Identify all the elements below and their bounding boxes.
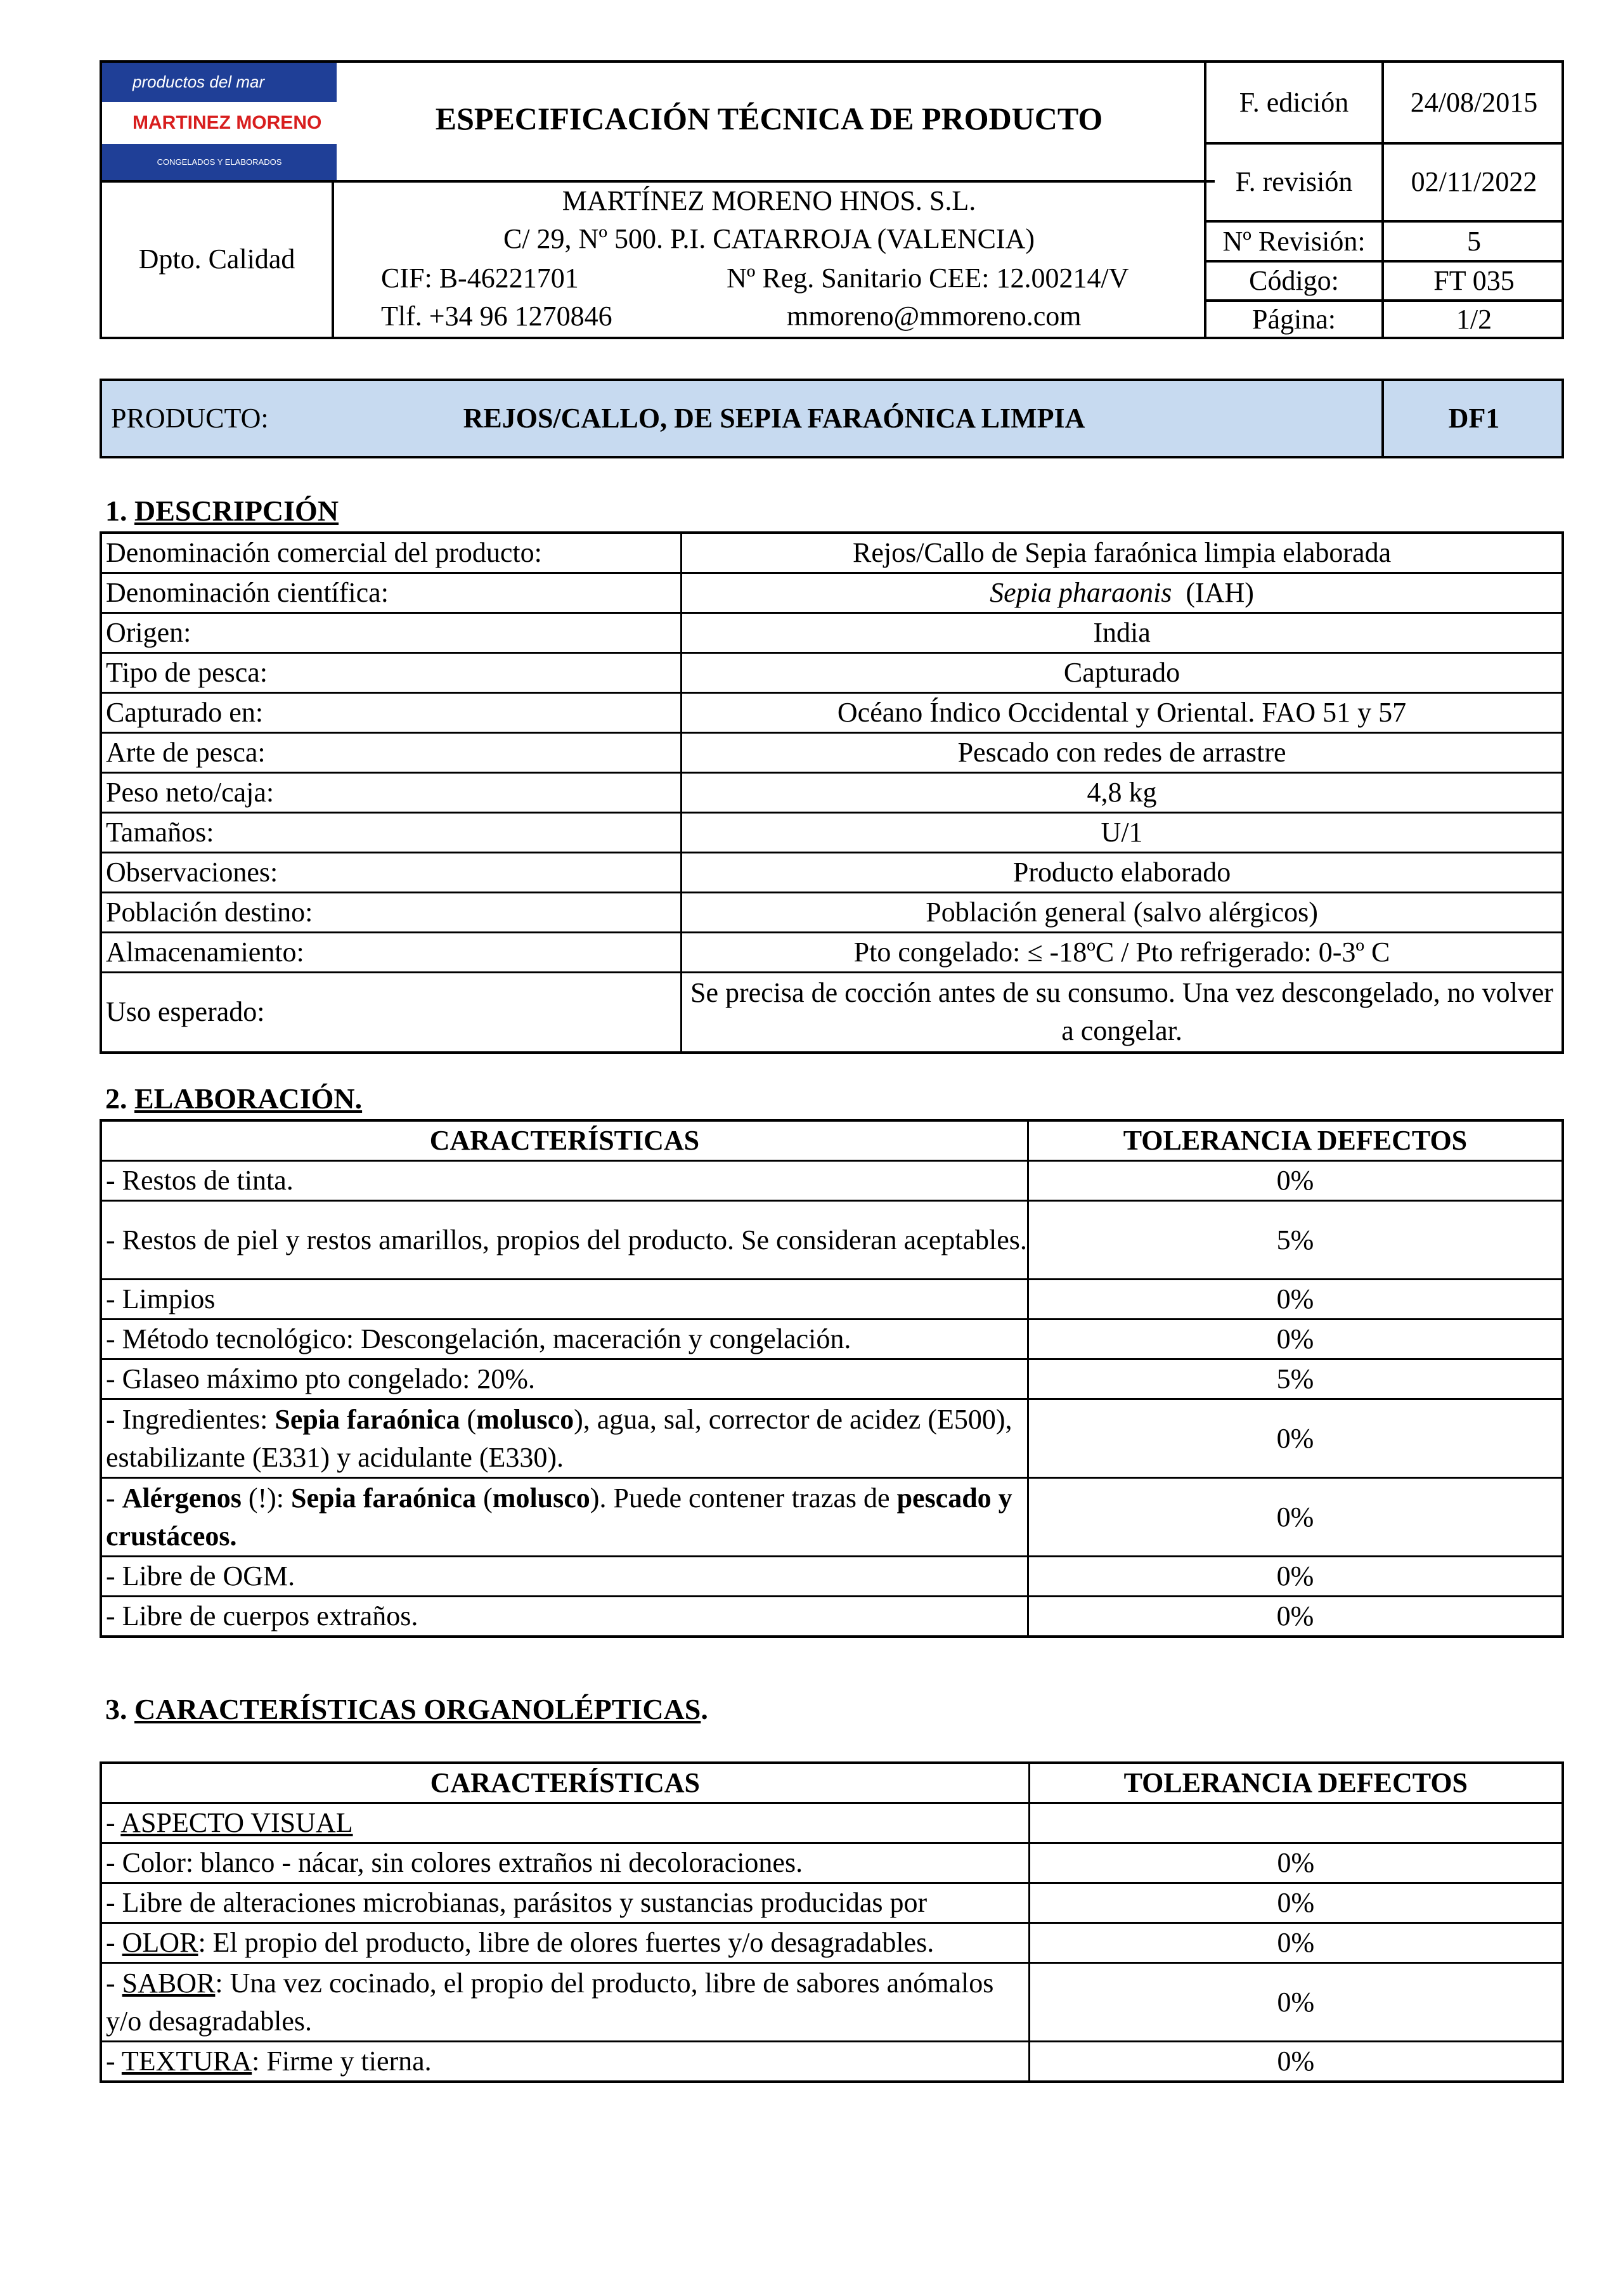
- code-value: FT 035: [1433, 265, 1515, 296]
- table-row: - SABOR: Una vez cocinado, el propio del producto, libre de sabores anómalos y/o desagradables. 0%: [101, 1963, 1563, 2042]
- table-header-row: CARACTERÍSTICAS TOLERANCIA DEFECTOS: [101, 1120, 1563, 1161]
- company-address: C/ 29, Nº 500. P.I. CATARROJA (VALENCIA): [503, 223, 1035, 254]
- table-row: Arte de pesca: Pescado con redes de arrastre: [101, 733, 1563, 773]
- table-row: Denominación comercial del producto: Rejos/Callo de Sepia faraónica limpia elaborada: [101, 533, 1563, 573]
- product-label: PRODUCTO:: [111, 403, 269, 434]
- table-row: - Restos de piel y restos amarillos, propios del producto. Se consideran aceptables. 5%: [101, 1201, 1563, 1280]
- edition-date-value: 24/08/2015: [1410, 87, 1538, 118]
- table-row: - Glaseo máximo pto congelado: 20%. 5%: [101, 1359, 1563, 1399]
- section-3-title: 3. CARACTERÍSTICAS ORGANOLÉPTICAS.: [105, 1693, 708, 1725]
- product-code: DF1: [1448, 403, 1500, 434]
- logo-line-1: productos del mar: [102, 63, 337, 102]
- revision-number-value: 5: [1467, 226, 1481, 257]
- product-name: REJOS/CALLO, DE SEPIA FARAÓNICA LIMPIA: [463, 403, 1085, 434]
- table-row: - Libre de OGM. 0%: [101, 1557, 1563, 1597]
- product-bar: [100, 379, 1564, 458]
- description-table: [100, 531, 1564, 1054]
- logo-line-3: CONGELADOS Y ELABORADOS: [102, 144, 337, 180]
- section-2-title: 2. ELABORACIÓN.: [105, 1082, 363, 1115]
- table-row: - Alérgenos (!): Sepia faraónica (molusco). Puede contener trazas de pescado y crustáceos. 0%: [101, 1478, 1563, 1557]
- company-cif: CIF: B-46221701: [381, 263, 579, 294]
- table-row: Uso esperado: Se precisa de cocción antes de su consumo. Una vez descongelado, no volver a congelar.: [101, 973, 1563, 1053]
- company-phone: Tlf. +34 96 1270846: [381, 301, 612, 332]
- code-label: Código:: [1249, 265, 1339, 296]
- table-row: Tamaños: U/1: [101, 813, 1563, 853]
- page-value: 1/2: [1456, 304, 1492, 335]
- table-row: Origen: India: [101, 613, 1563, 653]
- document-header: [100, 60, 1564, 339]
- table-row: - Color: blanco - nácar, sin colores extraños ni decoloraciones. 0%: [101, 1843, 1563, 1883]
- table-header-row: CARACTERÍSTICAS TOLERANCIA DEFECTOS: [101, 1763, 1563, 1803]
- table-row: - Método tecnológico: Descongelación, maceración y congelación. 0%: [101, 1320, 1563, 1359]
- table-row: - Libre de cuerpos extraños. 0%: [101, 1597, 1563, 1637]
- company-email: mmoreno@mmoreno.com: [787, 301, 1082, 332]
- table-row: Almacenamiento: Pto congelado: ≤ -18ºC / Pto refrigerado: 0-3º C: [101, 933, 1563, 973]
- table-row: Denominación científica: Sepia pharaonis (IAH): [101, 573, 1563, 613]
- table-row: - Ingredientes: Sepia faraónica (molusco), agua, sal, corrector de acidez (E500), estabilizante (E331) y acidulante (E330). 0%: [101, 1399, 1563, 1478]
- edition-date-label: F. edición: [1239, 87, 1349, 118]
- page-label: Página:: [1252, 304, 1336, 335]
- table-row: - Limpios 0%: [101, 1280, 1563, 1320]
- table-row: - OLOR: El propio del producto, libre de olores fuertes y/o desagradables. 0%: [101, 1923, 1563, 1963]
- revision-date-value: 02/11/2022: [1411, 166, 1537, 197]
- section-1-title: 1. DESCRIPCIÓN: [105, 495, 339, 527]
- revision-date-label: F. revisión: [1235, 166, 1353, 197]
- table-row: - ASPECTO VISUAL: [101, 1803, 1563, 1843]
- sanitary-registration: Nº Reg. Sanitario CEE: 12.00214/V: [727, 263, 1129, 294]
- table-row: Tipo de pesca: Capturado: [101, 653, 1563, 693]
- table-row: Capturado en: Océano Índico Occidental y Oriental. FAO 51 y 57: [101, 693, 1563, 733]
- document-title: ESPECIFICACIÓN TÉCNICA DE PRODUCTO: [435, 101, 1103, 136]
- organoleptic-table: [100, 1761, 1564, 2083]
- table-row: - Restos de tinta. 0%: [101, 1161, 1563, 1201]
- company-logo: [102, 63, 337, 180]
- elaboration-table: [100, 1119, 1564, 1638]
- table-row: - TEXTURA: Firme y tierna. 0%: [101, 2042, 1563, 2082]
- table-row: Observaciones: Producto elaborado: [101, 853, 1563, 893]
- logo-line-2: MARTINEZ MORENO: [102, 102, 337, 144]
- revision-number-label: Nº Revisión:: [1222, 226, 1366, 257]
- department-label: Dpto. Calidad: [138, 243, 295, 275]
- table-row: - Libre de alteraciones microbianas, parásitos y sustancias producidas por 0%: [101, 1883, 1563, 1923]
- table-row: Peso neto/caja: 4,8 kg: [101, 773, 1563, 813]
- table-row: Población destino: Población general (salvo alérgicos): [101, 893, 1563, 933]
- company-name: MARTÍNEZ MORENO HNOS. S.L.: [562, 185, 976, 216]
